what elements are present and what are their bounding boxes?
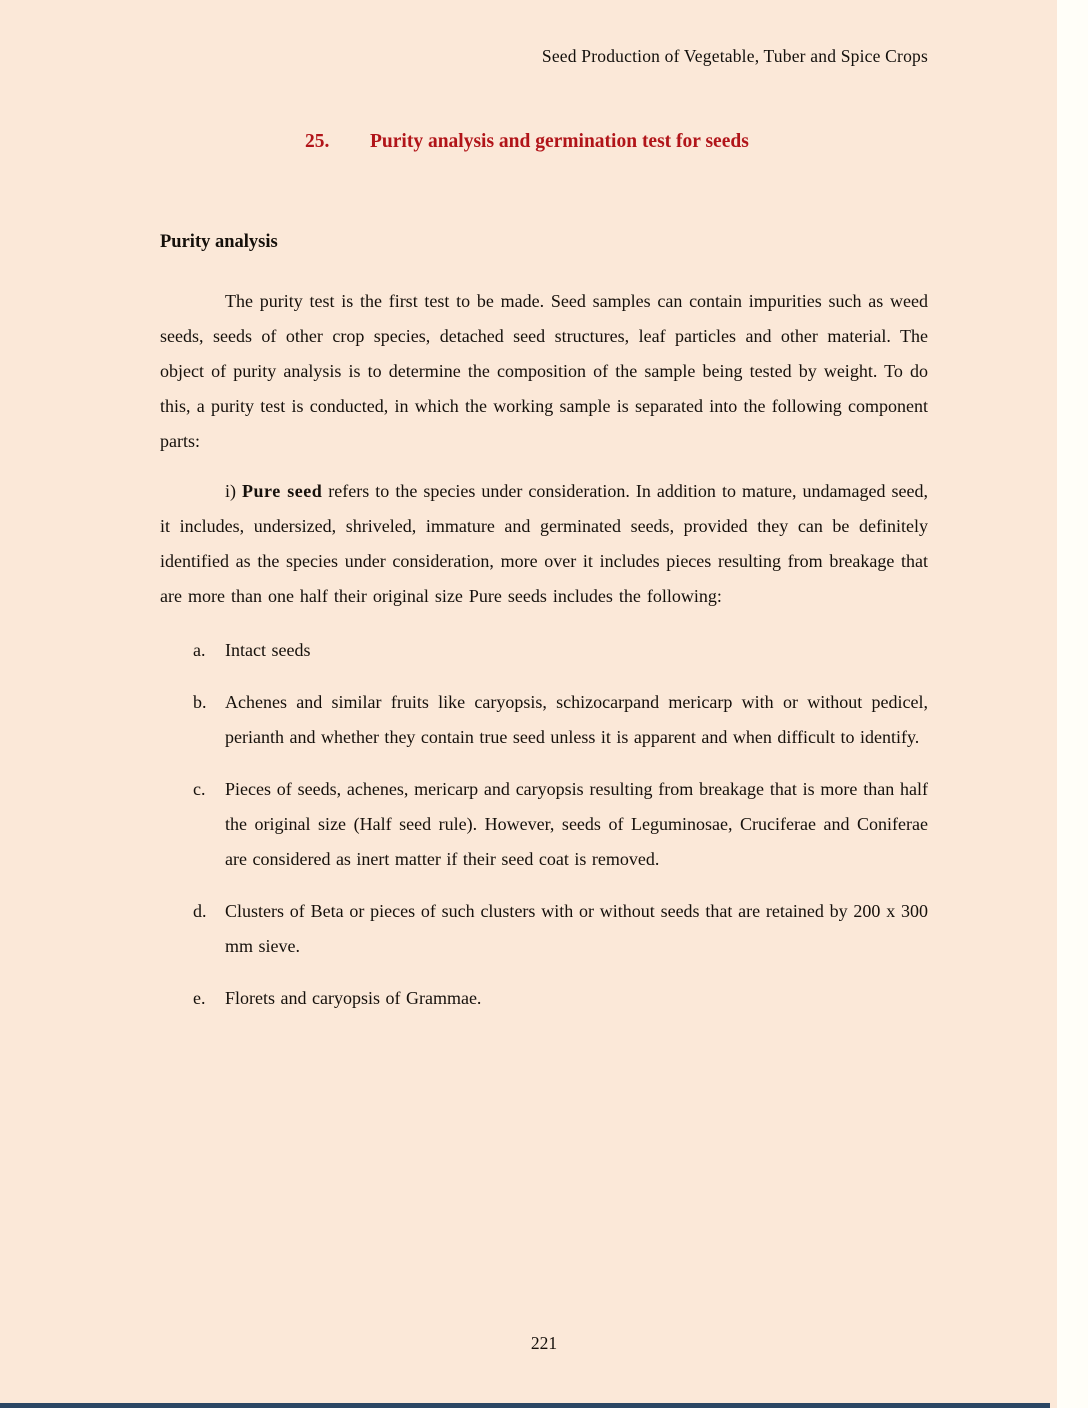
paragraph-pure-seed: [160, 474, 928, 614]
running-header: Seed Production of Vegetable, Tuber and Spice Crops: [541, 46, 928, 66]
chapter-number: 25.: [305, 131, 330, 152]
list-item-label: a.: [193, 640, 206, 660]
list-item-text: Intact seeds: [225, 640, 311, 660]
pure-seed-lead: i): [225, 481, 243, 501]
page-content: [160, 0, 928, 1408]
chapter-title: [160, 131, 928, 153]
list-item-text: Clusters of Beta or pieces of such clusters with or without seeds that are retained by 200 x 300 mm sieve.: [225, 901, 928, 956]
list-item: [160, 633, 928, 668]
pure-seed-list: [160, 633, 928, 1016]
section-heading: Purity analysis: [160, 232, 278, 252]
pure-seed-rest: refers to the species under consideration. In addition to mature, undamaged seed, it includes, undersized, shriveled, immature and germinated seeds, provided they can be definitely identified as the species under consideration, more over it includes pieces resulting from breakage that are more than one half their original size Pure seeds includes the following:: [160, 481, 929, 606]
page-number: 221: [530, 1333, 558, 1353]
list-item-text: Florets and caryopsis of Grammae.: [225, 988, 482, 1008]
list-item-text: Achenes and similar fruits like caryopsis, schizocarpand mericarp with or without pedicel, perianth and whether they contain true seed unless it is apparent and when difficult to identify.: [225, 692, 928, 747]
pure-seed-term: Pure seed: [242, 481, 323, 501]
list-item-label: d.: [193, 901, 207, 921]
list-item-text: Pieces of seeds, achenes, mericarp and caryopsis resulting from breakage that is more than half the original size (Half seed rule). However, seeds of Leguminosae, Cruciferae and Coniferae are considered as inert matter if their seed coat is removed.: [225, 779, 928, 869]
list-item-label: b.: [193, 692, 207, 712]
bottom-scrollbar[interactable]: [0, 1403, 1050, 1408]
list-item-label: e.: [193, 988, 206, 1008]
list-item: [160, 894, 928, 964]
list-item: [160, 981, 928, 1016]
list-item: [160, 685, 928, 755]
paragraph-purity-intro: The purity test is the first test to be made. Seed samples can contain impurities such as weed seeds, seeds of other crop species, detached seed structures, leaf particles and other material. The object of purity analysis is to determine the composition of the sample being tested by weight. To do this, a purity test is conducted, in which the working sample is separated into the following component parts:: [160, 291, 928, 451]
list-item-label: c.: [193, 779, 206, 799]
list-item: [160, 772, 928, 877]
chapter-title-text: Purity analysis and germination test for seeds: [370, 131, 749, 152]
right-margin-strip: [1057, 0, 1088, 1408]
